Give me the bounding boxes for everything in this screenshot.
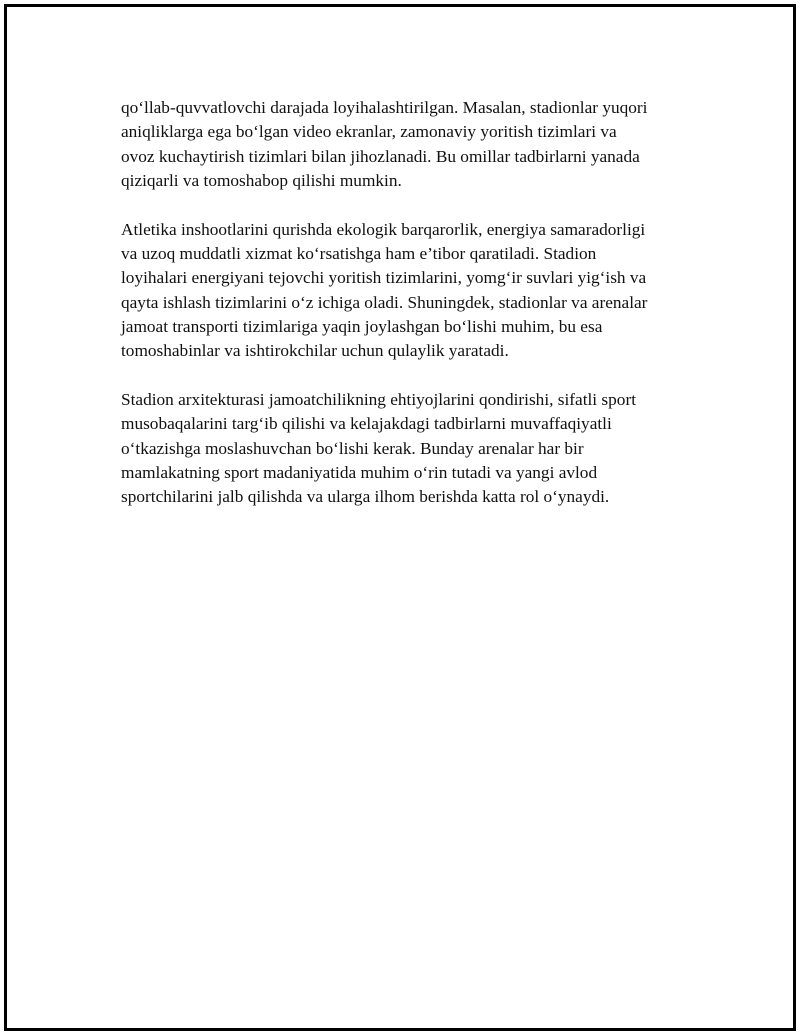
paragraph-3: Stadion arxitekturasi jamoatchilikning ehtiyojlarini qondirishi, sifatli sport musobaqalarini targ‘ib qilishi va kelajakdagi tadbirlarni muvaffaqiyatli o‘tkazishga moslashuvchan bo‘lishi kerak. Bunday arenalar har bir mamlakatning sport madaniyatida muhim o‘rin tutadi va yangi avlod sportchilarini jalb qilishda va ularga ilhom berishda katta rol o‘ynaydi.	[121, 389, 636, 507]
paragraph-1: qo‘llab-quvvatlovchi darajada loyihalashtirilgan. Masalan, stadionlar yuqori aniqliklarga ega bo‘lgan video ekranlar, zamonaviy yoritish tizimlari va ovoz kuchaytirish tizimlari bilan jihozlanadi. Bu omillar tadbirlarni yanada qiziqarli va tomoshabop qilishi mumkin.	[121, 98, 648, 190]
document-body	[121, 96, 701, 534]
page-frame	[4, 4, 796, 1031]
paragraph-2: Atletika inshootlarini qurishda ekologik barqarorlik, energiya samaradorligi va uzoq muddatli xizmat ko‘rsatishga ham e’tibor qaratiladi. Stadion loyihalari energiyani tejovchi yoritish tizimlarini, yomg‘ir suvlari yig‘ish va qayta ishlash tizimlarini o‘z ichiga oladi. Shuningdek, stadionlar va arenalar jamoat transporti tizimlariga yaqin joylashgan bo‘lishi muhim, bu esa tomoshabinlar va ishtirokchilar uchun qulaylik yaratadi.	[121, 219, 648, 361]
